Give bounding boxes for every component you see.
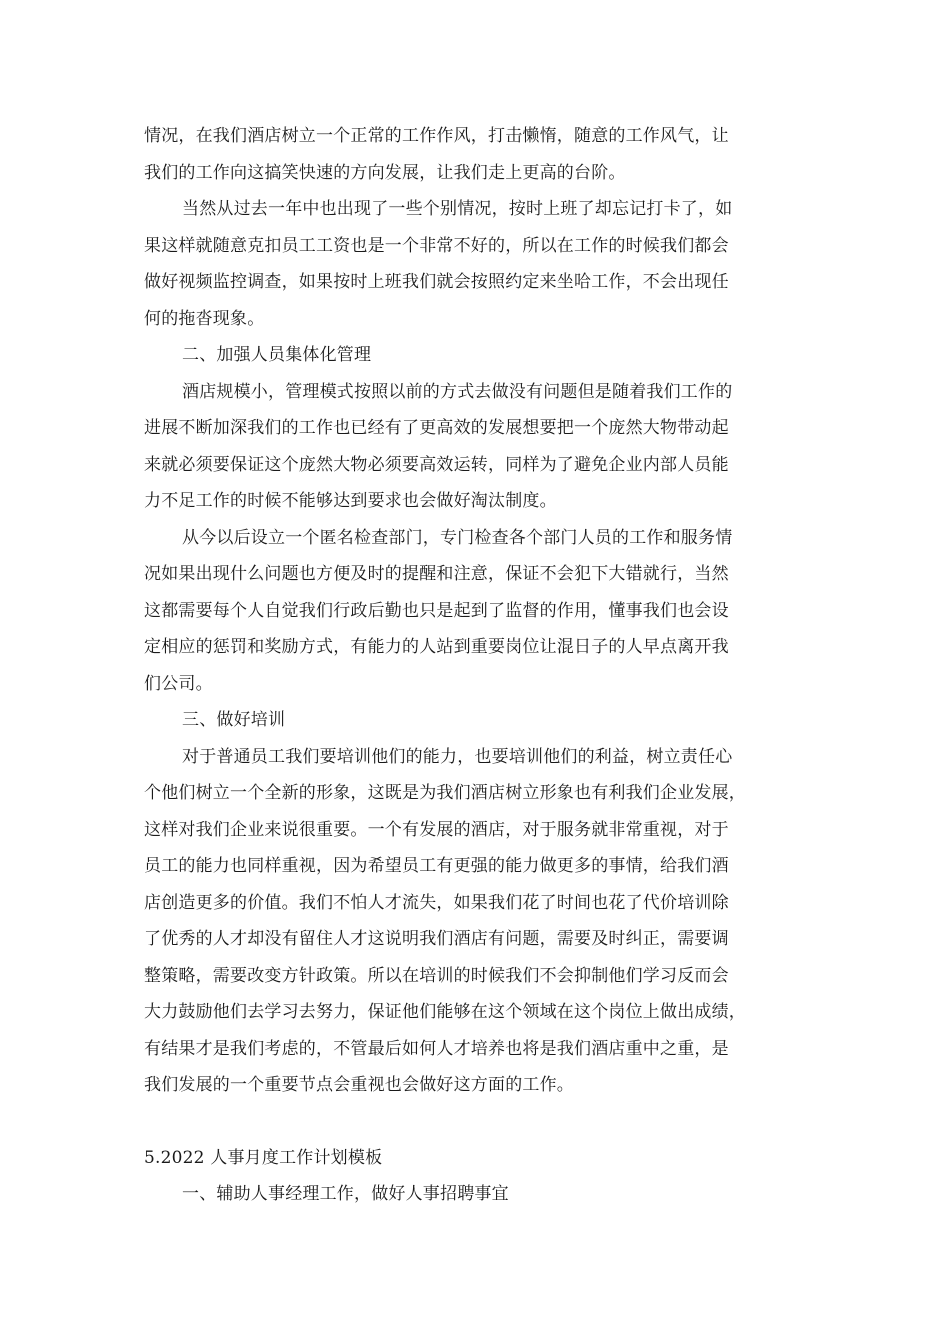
paragraph-line: 这都需要每个人自觉我们行政后勤也只是起到了监督的作用，懂事我们也会设 [144,600,729,621]
paragraph-line: 这样对我们企业来说很重要。一个有发展的酒店，对于服务就非常重视，对于 [144,819,729,840]
paragraph-line: 店创造更多的价值。我们不怕人才流失，如果我们花了时间也花了代价培训除 [144,892,729,913]
paragraph-line: 果这样就随意克扣员工工资也是一个非常不好的，所以在工作的时候我们都会 [144,235,729,256]
paragraph-line: 大力鼓励他们去学习去努力，保证他们能够在这个领域在这个岗位上做出成绩， [144,1002,746,1022]
paragraph-line: 们公司。 [144,673,213,694]
subheading: 三、做好培训 [182,710,286,730]
paragraph-line: 了优秀的人才却没有留住人才这说明我们酒店有问题，需要及时纠正，需要调 [144,929,729,949]
paragraph-line: 个他们树立一个全新的形象，这既是为我们酒店树立形象也有利我们企业发展， [144,783,746,803]
paragraph-line: 力不足工作的时候不能够达到要求也会做好淘汰制度。 [144,491,557,511]
paragraph-line: 做好视频监控调查，如果按时上班我们就会按照约定来坐哈工作，不会出现任 [144,272,729,292]
paragraph-line: 对于普通员工我们要培训他们的能力，也要培训他们的利益，树立责任心 [182,746,733,767]
paragraph-line: 我们发展的一个重要节点会重视也会做好这方面的工作。 [144,1075,574,1095]
paragraph-line: 有结果才是我们考虑的，不管最后如何人才培养也将是我们酒店重中之重，是 [144,1038,729,1059]
paragraph-line: 况如果出现什么问题也方便及时的提醒和注意，保证不会犯下大错就行，当然 [144,564,729,584]
paragraph-line: 从今以后设立一个匿名检查部门，专门检查各个部门人员的工作和服务情 [182,527,733,548]
paragraph-line: 定相应的惩罚和奖励方式，有能力的人站到重要岗位让混日子的人早点离开我 [144,637,729,657]
paragraph-line: 何的拖沓现象。 [144,308,265,329]
section-item: 一、辅助人事经理工作，做好人事招聘事宜 [182,1184,509,1204]
paragraph-line: 情况，在我们酒店树立一个正常的工作作风，打击懒惰，随意的工作风气，让 [144,126,729,146]
paragraph-line: 我们的工作向这搞笑快速的方向发展，让我们走上更高的台阶。 [144,162,626,183]
paragraph-line: 整策略，需要改变方针政策。所以在培训的时候我们不会抑制他们学习反而会 [144,965,729,986]
paragraph-line: 进展不断加深我们的工作也已经有了更高效的发展想要把一个庞然大物带动起 [144,418,729,438]
paragraph-line: 当然从过去一年中也出现了一些个别情况，按时上班了却忘记打卡了，如 [182,199,733,219]
section-gap [144,1104,808,1140]
document-page [144,118,808,1213]
paragraph-line: 来就必须要保证这个庞然大物必须要高效运转，同样为了避免企业内部人员能 [144,454,729,475]
subheading: 二、加强人员集体化管理 [182,345,372,365]
paragraph-line: 酒店规模小，管理模式按照以前的方式去做没有问题但是随着我们工作的 [182,381,733,402]
section-title: 5.2022 人事月度工作计划模板 [144,1147,383,1168]
paragraph-line: 员工的能力也同样重视，因为希望员工有更强的能力做更多的事情，给我们酒 [144,856,729,876]
